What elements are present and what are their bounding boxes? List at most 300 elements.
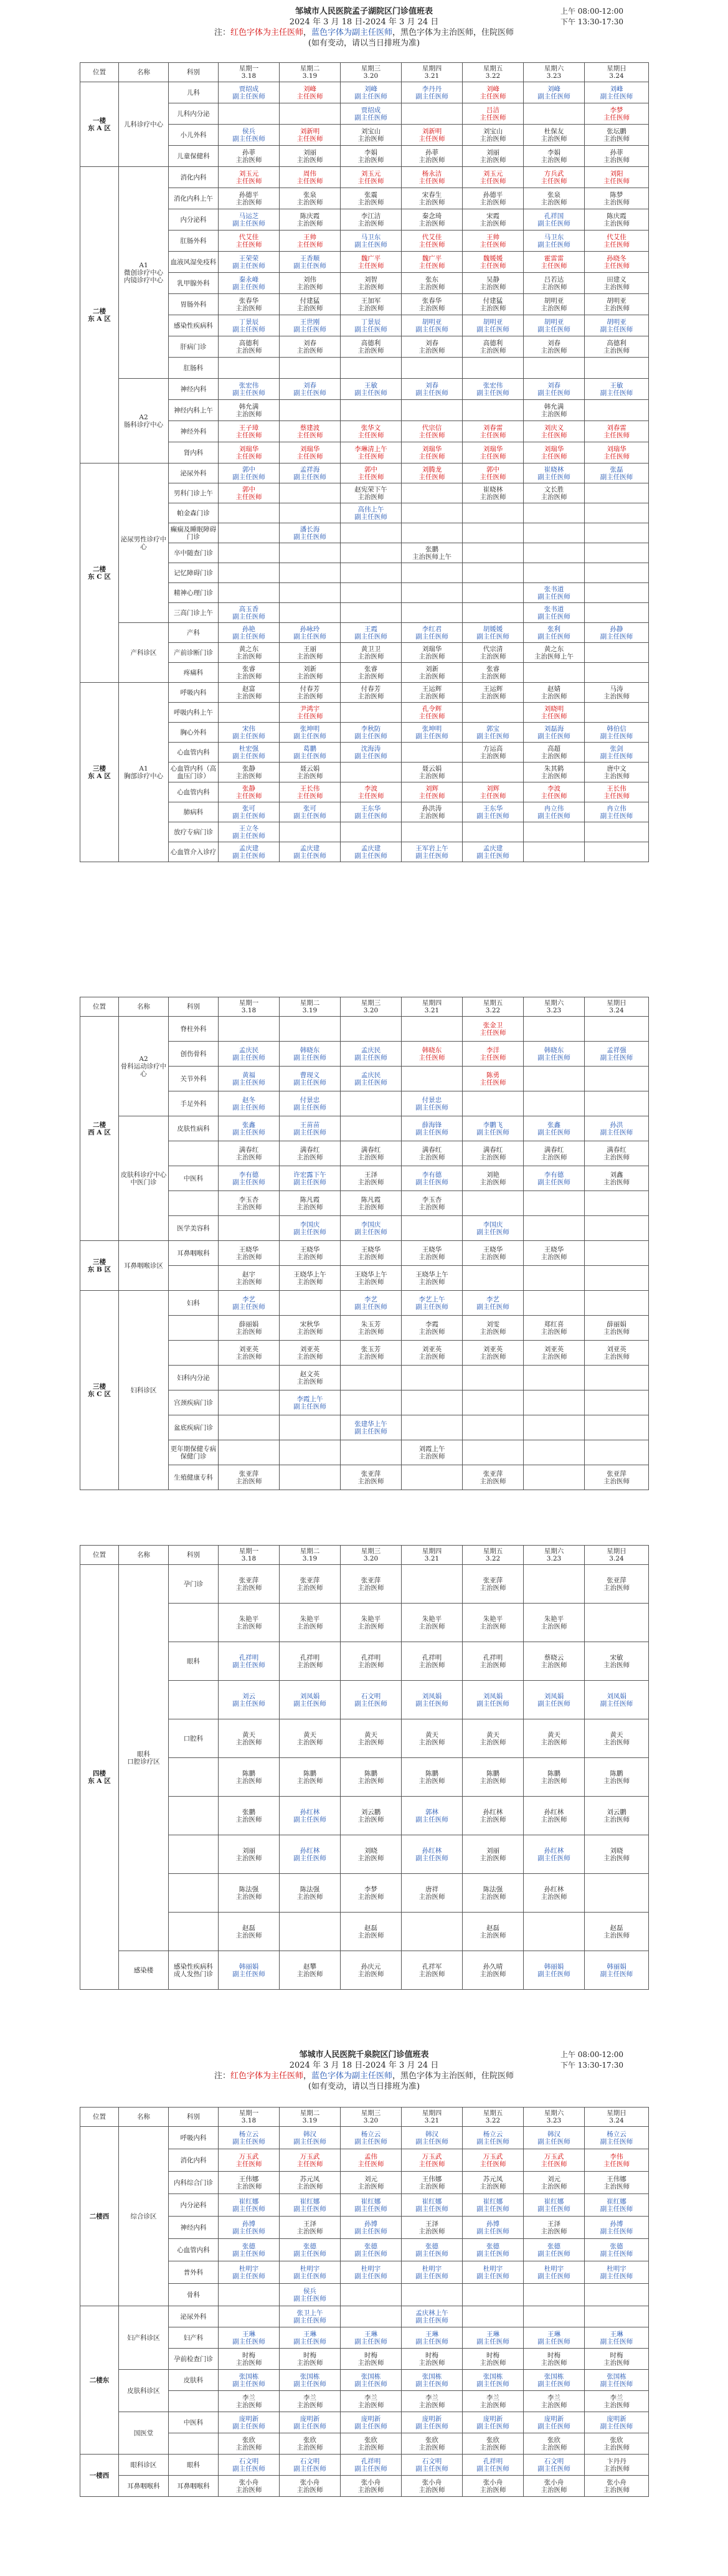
doctor-name: 李国庆 xyxy=(300,1220,320,1229)
duty-cell xyxy=(402,1440,463,1465)
doctor-title: 副主任医师 xyxy=(354,632,387,640)
location-cell: 三楼 东 B 区 xyxy=(80,1241,119,1291)
duty-cell xyxy=(463,2284,524,2306)
duty-cell xyxy=(402,743,463,763)
doctor-title: 主治医师 xyxy=(235,2486,262,2494)
doctor-title: 副主任医师 xyxy=(476,632,509,640)
duty-cell xyxy=(402,1316,463,1341)
duty-cell xyxy=(280,743,341,763)
duty-cell xyxy=(524,2261,585,2284)
doctor-title: 主治医师 xyxy=(480,1584,506,1592)
doctor-name: 黄卫卫 xyxy=(361,645,381,653)
doctor-title: 副主任医师 xyxy=(600,92,633,100)
doctor-name: 石文明 xyxy=(422,2457,442,2465)
doctor-title: 主治医师 xyxy=(480,1661,506,1669)
doctor-name: 李波 xyxy=(547,784,560,792)
doctor-title: 副主任医师 xyxy=(293,2337,326,2345)
duty-cell xyxy=(280,463,341,483)
doctor-title: 主任医师 xyxy=(480,452,506,460)
doctor-name: 石文明 xyxy=(544,2457,564,2465)
doctor-name: 孟祥强 xyxy=(607,1046,626,1054)
col-day xyxy=(219,63,280,82)
duty-cell xyxy=(219,2476,280,2497)
duty-cell xyxy=(280,1116,341,1141)
duty-cell xyxy=(585,167,649,188)
doctor-name: 宋春生 xyxy=(422,191,442,199)
doctor-name: 张春华 xyxy=(239,297,259,305)
doctor-title: 主治医师 xyxy=(541,283,567,291)
duty-cell xyxy=(524,336,585,358)
day-date: 3.20 xyxy=(363,1555,379,1562)
day-date: 3.21 xyxy=(424,1555,440,1562)
duty-cell xyxy=(463,1874,524,1913)
duty-cell xyxy=(219,2349,280,2370)
duty-cell xyxy=(280,209,341,231)
doctor-title: 副主任医师 xyxy=(537,2137,570,2146)
doctor-title: 主任医师 xyxy=(480,113,506,121)
doctor-title: 主治医师 xyxy=(357,2359,384,2367)
doctor-name: 王荣荣 xyxy=(239,254,259,262)
duty-cell xyxy=(280,1166,341,1191)
duty-cell xyxy=(280,400,341,421)
duty-cell xyxy=(585,703,649,723)
duty-cell xyxy=(219,463,280,483)
doctor-name: 高玉香 xyxy=(239,605,259,613)
col-day xyxy=(341,997,402,1017)
location-cell: 三楼 东 A 区 xyxy=(80,683,119,862)
doctor-title: 副主任医师 xyxy=(232,1699,265,1708)
doctor-name: 庞明新 xyxy=(422,2415,442,2423)
doctor-title: 主治医师 xyxy=(541,2443,567,2451)
doctor-title: 主治医师 xyxy=(357,135,384,143)
duty-cell xyxy=(463,2239,524,2261)
doctor-title: 副主任医师 xyxy=(293,1699,326,1708)
duty-cell xyxy=(280,2239,341,2261)
doctor-title: 副主任医师 xyxy=(537,812,570,820)
doctor-title: 副主任医师 xyxy=(232,1128,265,1136)
area-cell: A2 肠科诊疗中心 xyxy=(119,379,169,463)
dept-cell: 泌尿外科 xyxy=(169,463,219,483)
doctor-title: 主治医师 xyxy=(603,1352,630,1361)
doctor-title: 副主任医师 xyxy=(232,832,265,840)
doctor-title: 副主任医师 xyxy=(476,2380,509,2388)
area-cell: 耳鼻咽喉科 xyxy=(119,2476,169,2497)
duty-cell xyxy=(402,2306,463,2327)
doctor-title: 主治医师 xyxy=(296,346,323,354)
duty-cell xyxy=(524,1465,585,1490)
doctor-title: 副主任医师 xyxy=(600,2272,633,2280)
duty-cell xyxy=(341,209,402,231)
doctor-name: 万玉武 xyxy=(544,2152,564,2160)
dept-cell: 神经内科 xyxy=(169,2217,219,2239)
day-name: 星期五 xyxy=(483,999,503,1007)
duty-cell xyxy=(219,1415,280,1440)
doctor-name: 贾绍成 xyxy=(361,106,381,114)
doctor-name: 张利 xyxy=(547,625,560,633)
doctor-name: 黄天 xyxy=(610,1731,623,1739)
duty-cell xyxy=(585,2349,649,2370)
doctor-title: 主治医师 xyxy=(541,410,567,418)
doctor-name: 王晓华上午 xyxy=(415,1270,448,1278)
duty-cell xyxy=(219,763,280,782)
duty-cell xyxy=(402,2412,463,2433)
dept-cell: 乳甲腺外科 xyxy=(169,273,219,294)
col-day xyxy=(280,1546,341,1565)
doctor-title: 主任医师 xyxy=(480,177,506,185)
note-prefix-2: 注： xyxy=(214,2071,230,2081)
day-date: 3.23 xyxy=(546,1555,562,1562)
doctor-title: 副主任医师 xyxy=(232,262,265,270)
duty-cell xyxy=(402,336,463,358)
doctor-title: 副主任医师 xyxy=(476,1228,509,1236)
doctor-title: 主治医师 xyxy=(357,1815,384,1823)
schedule-grid xyxy=(80,1545,649,1990)
col-dept: 科别 xyxy=(169,2108,219,2127)
doctor-name: 崔红娜 xyxy=(544,2197,564,2205)
duty-cell xyxy=(280,231,341,252)
doctor-title: 副主任医师 xyxy=(476,1128,509,1136)
duty-cell xyxy=(341,1366,402,1390)
doctor-title: 主治医师 xyxy=(357,1153,384,1161)
doctor-title: 主治医师 xyxy=(603,135,630,143)
dept-cell: 消化内科 xyxy=(169,2149,219,2172)
doctor-name: 张小舟 xyxy=(361,2478,381,2486)
doctor-title: 主治医师 xyxy=(296,1153,323,1161)
duty-cell xyxy=(463,1797,524,1835)
doctor-name: 刘鑫 xyxy=(610,1171,623,1179)
doctor-name: 黄之东 xyxy=(544,645,564,653)
col-day xyxy=(585,63,649,82)
doctor-name: 李红君 xyxy=(422,625,442,633)
duty-cell xyxy=(524,2217,585,2239)
doctor-title: 副主任医师 xyxy=(415,2137,448,2146)
day-name: 星期日 xyxy=(607,1547,626,1555)
doctor-name: 黄天 xyxy=(364,1731,377,1739)
duty-cell xyxy=(341,1465,402,1490)
duty-cell xyxy=(585,103,649,125)
duty-cell xyxy=(524,231,585,252)
doctor-name: 王晓华 xyxy=(361,1245,381,1253)
doctor-title: 主任医师 xyxy=(296,431,323,439)
duty-cell xyxy=(402,1166,463,1191)
doctor-name: 刘凤娟 xyxy=(483,1692,503,1700)
duty-cell xyxy=(402,483,463,503)
doctor-name: 刘新明 xyxy=(422,127,442,135)
doctor-title: 主治医师 xyxy=(480,1622,506,1630)
duty-cell xyxy=(280,1067,341,1091)
duty-cell xyxy=(280,2327,341,2349)
duty-cell xyxy=(524,703,585,723)
duty-cell xyxy=(219,1141,280,1166)
doctor-title: 主任医师 xyxy=(418,473,445,481)
area-cell: 耳鼻咽喉诊区 xyxy=(119,1241,169,1291)
doctor-title: 主治医师 xyxy=(480,2182,506,2190)
duty-cell xyxy=(585,2476,649,2497)
duty-cell xyxy=(341,2391,402,2412)
duty-cell xyxy=(402,2327,463,2349)
doctor-name: 刘春 xyxy=(425,339,438,347)
duty-cell xyxy=(280,379,341,400)
duty-cell xyxy=(402,1341,463,1366)
duty-cell xyxy=(585,1874,649,1913)
duty-cell xyxy=(585,2149,649,2172)
doctor-name: 李玉杏 xyxy=(239,1195,259,1204)
doctor-name: 刘亚英 xyxy=(239,1345,259,1353)
doctor-title: 主治医师 xyxy=(541,304,567,312)
doctor-name: 孙艳 xyxy=(242,625,255,633)
dept-cell: 皮肤科 xyxy=(169,2370,219,2391)
doctor-title: 主治医师 xyxy=(418,772,445,780)
duty-cell xyxy=(280,1565,341,1604)
doctor-name: 刘丽 xyxy=(303,148,316,156)
day-name: 星期五 xyxy=(483,2109,503,2117)
dept-cell: 胃肠外科 xyxy=(169,294,219,315)
day-name: 星期三 xyxy=(361,65,381,72)
doctor-title: 副主任医师 xyxy=(232,2380,265,2388)
doctor-name: 朱艳平 xyxy=(483,1615,503,1623)
duty-cell xyxy=(463,523,524,543)
doctor-title: 主任医师 xyxy=(480,1053,506,1062)
duty-cell xyxy=(341,1440,402,1465)
doctor-name: 张小舟 xyxy=(422,2478,442,2486)
doctor-name: 李江洁 xyxy=(361,212,381,220)
doctor-title: 副主任医师 xyxy=(354,2205,387,2213)
duty-cell xyxy=(585,2261,649,2284)
doctor-name: 陈鹏 xyxy=(547,1769,560,1777)
doctor-name: 赵磊 xyxy=(364,1924,377,1932)
doctor-title: 主任医师 xyxy=(480,431,506,439)
duty-cell xyxy=(219,315,280,336)
doctor-name: 崔红娜 xyxy=(422,2197,442,2205)
dept-cell: 心血管介入诊疗 xyxy=(169,842,219,862)
doctor-title: 副主任医师 xyxy=(354,2464,387,2473)
duty-cell xyxy=(219,1291,280,1316)
doctor-name: 陈鹏 xyxy=(364,1769,377,1777)
doctor-name: 张德 xyxy=(610,2242,623,2250)
schedule-header-1 xyxy=(80,6,648,64)
area-cell: 国医堂 xyxy=(119,2412,169,2455)
doctor-name: 王敏 xyxy=(364,381,377,389)
table-row xyxy=(80,1565,649,1604)
doctor-name: 高德利 xyxy=(607,339,626,347)
duty-cell xyxy=(219,643,280,663)
doctor-title: 主治医师 xyxy=(418,1203,445,1211)
duty-cell xyxy=(585,1719,649,1758)
dept-cell: 小儿外科 xyxy=(169,125,219,146)
duty-cell xyxy=(280,1316,341,1341)
doctor-name: 马卫东 xyxy=(361,233,381,241)
doctor-title: 副主任医师 xyxy=(293,2272,326,2280)
doctor-name: 刘辉 xyxy=(486,784,499,792)
doctor-name: 王伟娜 xyxy=(239,2175,259,2183)
duty-cell xyxy=(341,1166,402,1191)
doctor-name: 高德利 xyxy=(483,339,503,347)
duty-cell xyxy=(341,1642,402,1681)
duty-cell xyxy=(524,2327,585,2349)
doctor-title: 主治医师 xyxy=(541,772,567,780)
doctor-name: 张坤明 xyxy=(300,725,320,733)
schedule-table-2 xyxy=(80,997,648,1490)
doctor-title: 主治医师 xyxy=(418,1278,445,1286)
duty-cell xyxy=(341,543,402,563)
doctor-title: 副主任医师 xyxy=(600,2227,633,2235)
doctor-name: 孙红林 xyxy=(300,1808,320,1816)
col-day xyxy=(219,997,280,1017)
doctor-title: 副主任医师 xyxy=(415,2464,448,2473)
doctor-title: 主治医师 xyxy=(541,493,567,501)
day-date: 3.22 xyxy=(485,1007,501,1014)
doctor-title: 主治医师 xyxy=(357,2401,384,2409)
doctor-name: 刘亚英 xyxy=(483,1345,503,1353)
table-row xyxy=(80,82,649,103)
doctor-name: 王东华 xyxy=(483,804,503,812)
doctor-title: 主治医师 xyxy=(296,652,323,660)
doctor-title: 主治医师 xyxy=(296,219,323,227)
doctor-name: 蔡建波 xyxy=(300,424,320,432)
doctor-name: 李有德 xyxy=(239,1171,259,1179)
doctor-name: 王琳 xyxy=(425,2330,438,2338)
doctor-name: 王伟娜 xyxy=(607,2175,626,2183)
day-date: 3.23 xyxy=(546,72,562,80)
duty-cell xyxy=(585,1091,649,1116)
area-cell: 皮肤科诊疗中心 中医门诊 xyxy=(119,1116,169,1241)
duty-cell xyxy=(524,1366,585,1390)
doctor-title: 主治医师 xyxy=(357,1328,384,1336)
doctor-name: 赵宪荣下午 xyxy=(354,485,387,493)
area-cell: 感染楼 xyxy=(119,1951,169,1990)
doctor-title: 主治医师 xyxy=(235,1477,262,1485)
dept-cell xyxy=(169,1341,219,1366)
duty-cell xyxy=(585,1067,649,1091)
doctor-title: 副主任医师 xyxy=(537,2272,570,2280)
table-row xyxy=(80,683,649,703)
doctor-name: 刘晓 xyxy=(610,1846,623,1855)
dept-cell: 心血管内科（高血压门诊） xyxy=(169,763,219,782)
duty-cell xyxy=(219,1913,280,1951)
doctor-name: 孟庆建 xyxy=(300,844,320,852)
doctor-name: 张国栋 xyxy=(361,2372,381,2380)
doctor-name: 满春红 xyxy=(300,1146,320,1154)
duty-cell xyxy=(341,663,402,683)
duty-cell xyxy=(402,1565,463,1604)
doctor-title: 副主任医师 xyxy=(232,2250,265,2258)
doctor-title: 主治医师 xyxy=(296,772,323,780)
doctor-title: 主治医师 xyxy=(296,672,323,680)
doctor-name: 杨立云 xyxy=(607,2130,626,2138)
doctor-title: 副主任医师 xyxy=(600,812,633,820)
duty-cell xyxy=(585,663,649,683)
duty-cell xyxy=(341,802,402,822)
col-name: 名称 xyxy=(119,1546,169,1565)
dept-cell: 心血管内科 xyxy=(169,743,219,763)
duty-cell xyxy=(402,1216,463,1241)
duty-cell xyxy=(341,188,402,209)
doctor-name: 孟庆建 xyxy=(483,844,503,852)
doctor-title: 副主任医师 xyxy=(600,2380,633,2388)
doctor-name: 陈鹏 xyxy=(610,1769,623,1777)
doctor-name: 李伟 xyxy=(610,2152,623,2160)
doctor-name: 张亚萍 xyxy=(239,1470,259,1478)
dept-cell xyxy=(169,1797,219,1835)
duty-cell xyxy=(585,503,649,523)
duty-cell xyxy=(280,1951,341,1990)
duty-cell xyxy=(463,1017,524,1042)
doctor-name: 刘云 xyxy=(242,1692,255,1700)
doctor-title: 主任医师 xyxy=(357,177,384,185)
note-sep: ， xyxy=(303,28,311,37)
day-name: 星期三 xyxy=(361,2109,381,2117)
duty-cell xyxy=(463,2349,524,2370)
doctor-title: 主治医师 xyxy=(296,1253,323,1261)
day-name: 星期日 xyxy=(607,65,626,72)
duty-cell xyxy=(219,1042,280,1067)
day-date: 3.21 xyxy=(424,72,440,80)
dept-cell: 消化内科 xyxy=(169,167,219,188)
doctor-title: 主治医师 xyxy=(603,1738,630,1746)
duty-cell xyxy=(463,703,524,723)
doctor-title: 主治医师 xyxy=(418,1352,445,1361)
doctor-name: 薛海锋 xyxy=(422,1121,442,1129)
duty-cell xyxy=(585,1191,649,1216)
duty-cell xyxy=(585,1681,649,1719)
dept-cell xyxy=(169,1316,219,1341)
doctor-title: 主任医师 xyxy=(418,792,445,800)
doctor-name: 王运辉 xyxy=(422,685,442,693)
schedule-note-b xyxy=(80,2071,648,2081)
duty-cell xyxy=(219,503,280,523)
doctor-name: 杜明宇 xyxy=(422,2265,442,2273)
duty-cell xyxy=(402,1415,463,1440)
doctor-title: 主任医师 xyxy=(480,262,506,270)
dept-cell xyxy=(169,2433,219,2455)
doctor-name: 陈鹏 xyxy=(425,1769,438,1777)
doctor-title: 主治医师 xyxy=(418,2443,445,2451)
doctor-name: 郭中 xyxy=(242,485,255,493)
duty-cell xyxy=(585,1316,649,1341)
day-date: 3.20 xyxy=(363,72,379,80)
doctor-name: 赵攀 xyxy=(303,1962,316,1970)
duty-cell xyxy=(585,1241,649,1266)
doctor-name: 石文明 xyxy=(361,1692,381,1700)
duty-cell xyxy=(280,1191,341,1216)
doctor-title: 副主任医师 xyxy=(354,732,387,740)
doctor-title: 副主任医师 xyxy=(232,325,265,333)
duty-cell xyxy=(463,1291,524,1316)
doctor-name: 李兰 xyxy=(364,2393,377,2402)
doctor-title: 主治医师 xyxy=(541,1777,567,1785)
day-name: 星期二 xyxy=(300,1547,320,1555)
dept-cell: 泌尿外科 xyxy=(169,2306,219,2327)
doctor-name: 赵婧 xyxy=(547,685,560,693)
duty-cell xyxy=(402,2349,463,2370)
doctor-title: 主治医师 xyxy=(603,346,630,354)
doctor-title: 主治医师 xyxy=(357,1622,384,1630)
dept-cell: 生殖健康专科 xyxy=(169,1465,219,1490)
duty-cell xyxy=(280,763,341,782)
doctor-name: 满春红 xyxy=(361,1146,381,1154)
duty-cell xyxy=(463,1604,524,1642)
doctor-name: 王运辉 xyxy=(483,685,503,693)
doctor-name: 孟庆林上午 xyxy=(415,2309,448,2317)
duty-cell xyxy=(463,103,524,125)
doctor-title: 副主任医师 xyxy=(537,473,570,481)
duty-cell xyxy=(219,2217,280,2239)
duty-cell xyxy=(280,294,341,315)
doctor-title: 主治医师 xyxy=(418,2359,445,2367)
col-location: 位置 xyxy=(80,63,119,82)
doctor-title: 主任医师 xyxy=(603,2160,630,2168)
duty-cell xyxy=(585,1116,649,1141)
